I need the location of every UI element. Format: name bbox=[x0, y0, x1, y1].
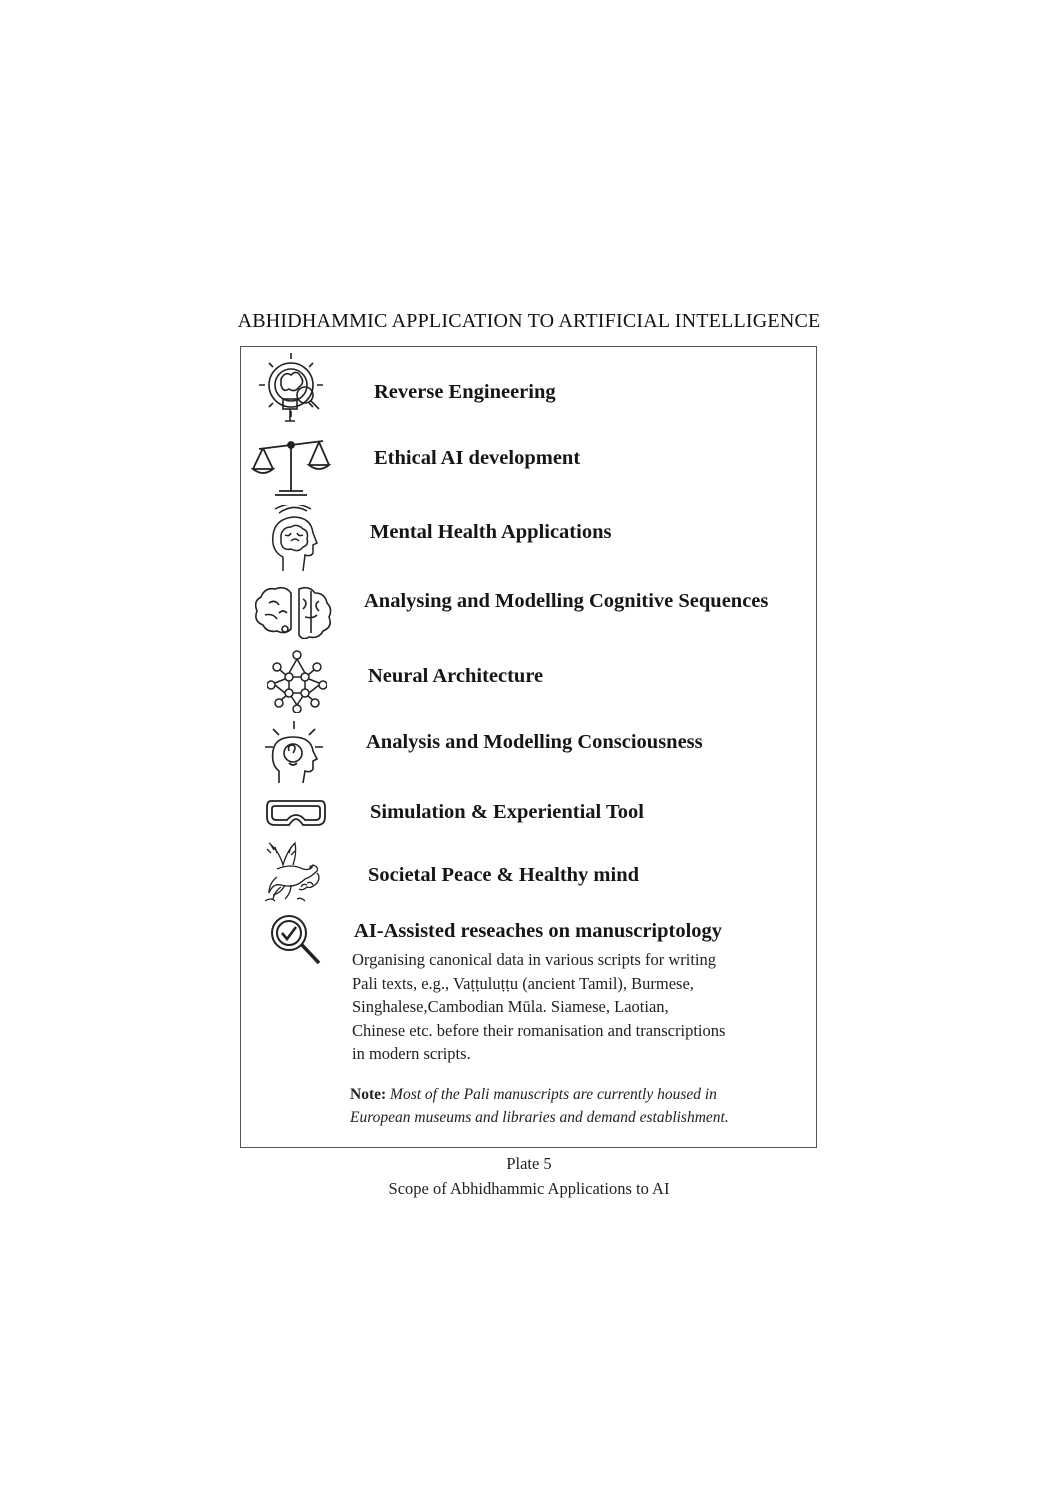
brain-hemispheres-icon bbox=[255, 583, 333, 639]
description-line: in modern scripts. bbox=[352, 1044, 471, 1063]
description-line: Organising canonical data in various scripts for writing bbox=[352, 950, 716, 969]
plate-figure-box bbox=[240, 346, 817, 1148]
description-line: Chinese etc. before their romanisation and transcriptions bbox=[352, 1020, 726, 1040]
plate-caption-number: Plate 5 bbox=[506, 1154, 552, 1173]
item-label: Analysing and Modelling Cognitive Sequences bbox=[364, 590, 769, 612]
gear-brain-search-icon bbox=[255, 349, 329, 427]
balance-scale-icon bbox=[251, 435, 331, 499]
magnifier-check-icon bbox=[267, 913, 323, 967]
plate-caption-subtitle: Scope of Abhidhammic Applications to AI bbox=[388, 1179, 670, 1198]
item-label: Societal Peace & Healthy mind bbox=[368, 864, 640, 886]
neural-network-icon bbox=[267, 649, 327, 713]
item-label: Mental Health Applications bbox=[370, 521, 612, 543]
vr-goggles-icon bbox=[265, 795, 327, 831]
item-label: AI-Assisted reseaches on manuscriptology bbox=[354, 920, 723, 942]
head-idea-icon bbox=[263, 719, 325, 785]
item-label: Ethical AI development bbox=[374, 447, 581, 469]
page-title: ABHIDHAMMIC APPLICATION TO ARTIFICIAL INTELLIGENCE bbox=[237, 310, 821, 332]
head-brain-icon bbox=[267, 505, 321, 573]
peace-dove-icon bbox=[261, 839, 325, 909]
note-text: European museums and libraries and demand establishment. bbox=[350, 1109, 729, 1126]
item-label: Analysis and Modelling Consciousness bbox=[366, 731, 703, 753]
manuscript-description bbox=[352, 948, 802, 1066]
note-text: Most of the Pali manuscripts are currently housed in bbox=[390, 1086, 717, 1103]
description-line: Singhalese,Cambodian Mūla. Siamese, Laotian, bbox=[352, 997, 669, 1016]
note-label: Note: bbox=[350, 1086, 387, 1103]
item-label: Simulation & Experiential Tool bbox=[370, 801, 644, 823]
item-label: Neural Architecture bbox=[368, 665, 544, 687]
description-line: Pali texts, e.g., Vaṭṭuluṭṭu (ancient Tamil), Burmese, bbox=[352, 973, 694, 993]
item-label: Reverse Engineering bbox=[374, 381, 556, 403]
note-block bbox=[350, 1083, 810, 1129]
